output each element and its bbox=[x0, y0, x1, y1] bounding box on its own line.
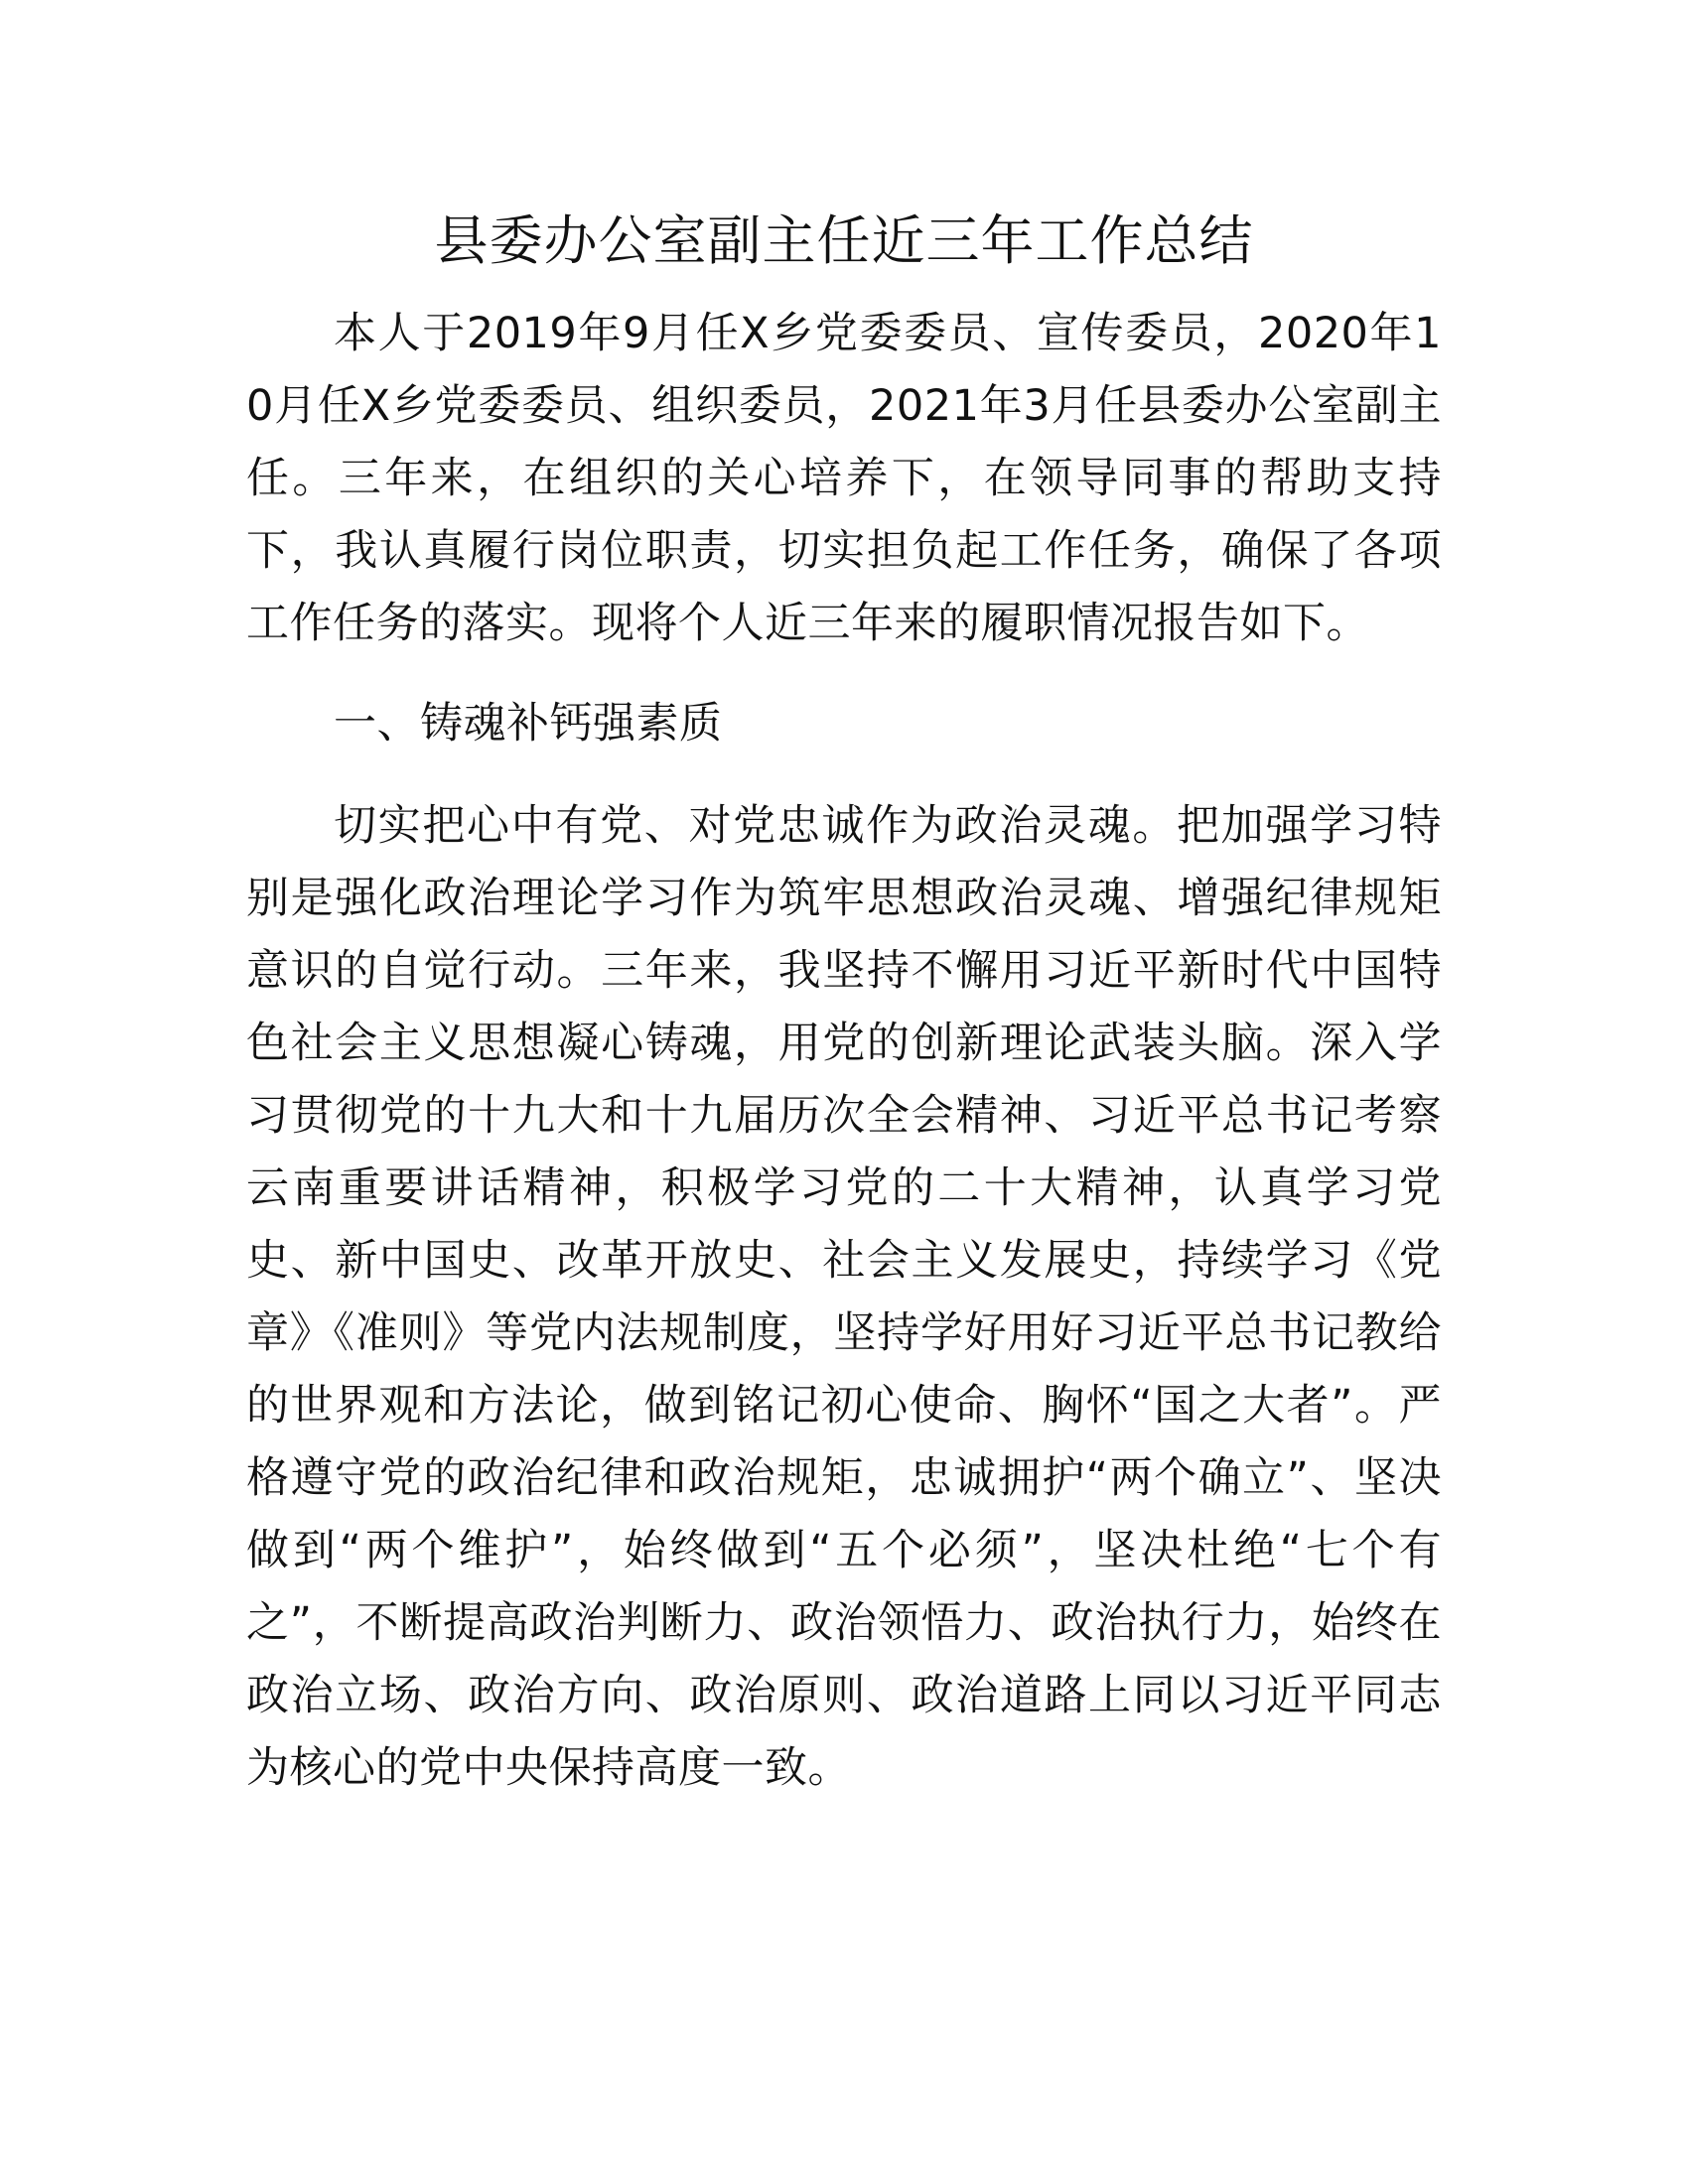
document-body bbox=[246, 298, 1442, 1805]
section-1-body: 切实把心中有党、对党忠诚作为政治灵魂。把加强学习特别是强化政治理论学习作为筑牢思想政治灵魂、增强纪律规矩意识的自觉行动。三年来，我坚持不懈用习近平新时代中国特色社会主义思想凝心铸魂，用党的创新理论武装头脑。深入学习贯彻党的十九大和十九届历次全会精神、习近平总书记考察云南重要讲话精神，积极学习党的二十大精神，认真学习党史、新中国史、改革开放史、社会主义发展史，持续学习《党章》《准则》等党内法规制度，坚持学好用好习近平总书记教给的世界观和方法论，做到铭记初心使命、胸怀“国之大者”。严格遵守党的政治纪律和政治规矩，忠诚拥护“两个确立”、坚决做到“两个维护”，始终做到“五个必须”，坚决杜绝“七个有之”，不断提高政治判断力、政治领悟力、政治执行力，始终在政治立场、政治方向、政治原则、政治道路上同以习近平同志为核心的党中央保持高度一致。 bbox=[246, 801, 1442, 1793]
intro-paragraph: 本人于2019年9月任X乡党委委员、宣传委员，2020年10月任X乡党委委员、组织委员，2021年3月任县委办公室副主任。三年来，在组织的关心培养下，在领导同事的帮助支持下，我认真履行岗位职责，切实担负起工作任务，确保了各项工作任务的落实。现将个人近三年来的履职情况报告如下。 bbox=[246, 309, 1442, 648]
section-1-heading: 一、铸魂补钙强素质 bbox=[334, 699, 723, 749]
document-title: 县委办公室副主任近三年工作总结 bbox=[434, 209, 1254, 272]
